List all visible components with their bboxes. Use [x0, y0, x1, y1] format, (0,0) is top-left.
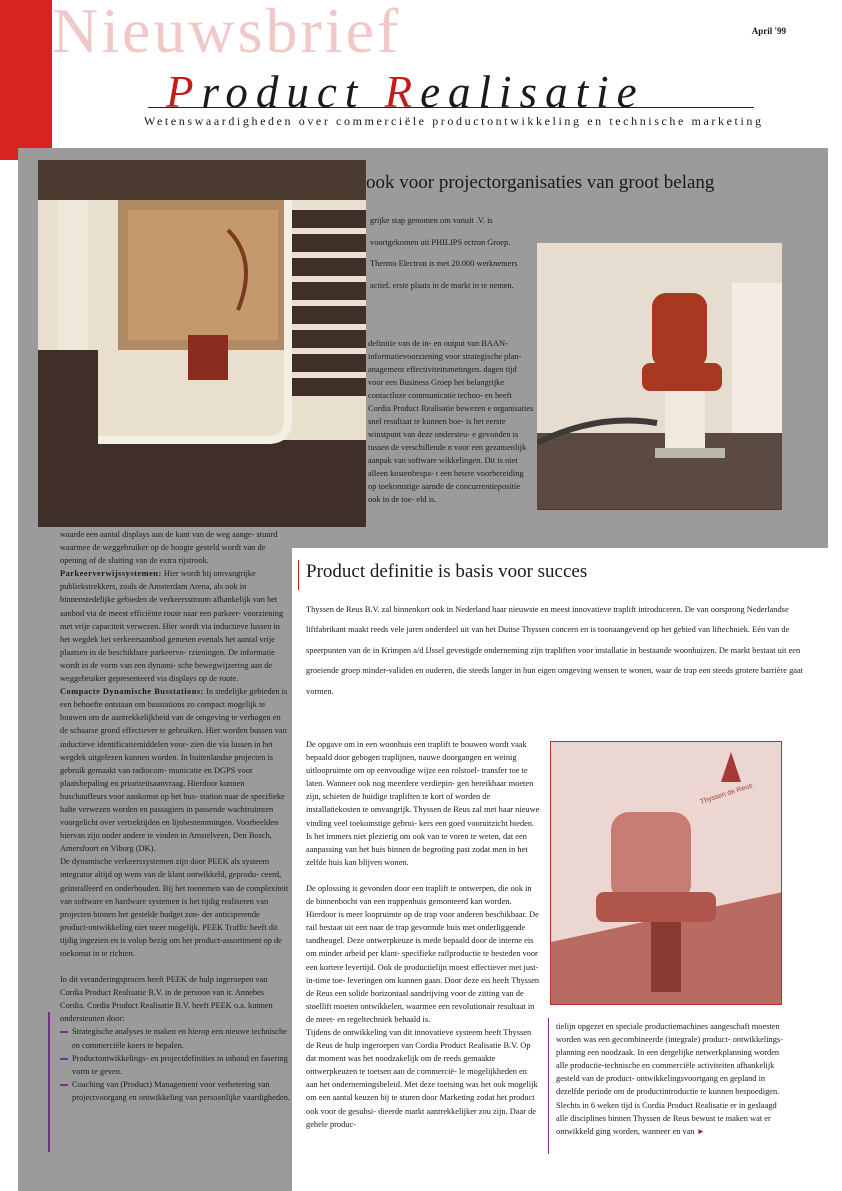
article2-intro: Thyssen de Reus B.V. zal binnenkort ook in Nederland haar nieuwste en meest innovatieve traplift introduceren. De van oorsprong Nederlandse liftfabrikant maakt reeds vele jaren onderdeel uit van het Duitse Thyssen concern en is toonaangevend op het gebied van liftechniek. Eén van de speerpunten van de in Krimpen a/d IJssel gevestigde onderneming zijn trapliften voor installatie in bestaande woonhuizen. De markt bestaat uit een groeiende groep minder-validen en ouderen, die steeds langer in hun eigen omgeving wensen te wonen, waar de trap een steeds grotere barrière gaat vormen. [306, 605, 804, 696]
issue-date: April '99 [751, 26, 786, 36]
product-title-letter-p: P [166, 67, 202, 117]
product-title-letter-r: R [384, 67, 421, 117]
bullet-item: Coaching van (Product) Management voor verbetering van projectvoorgang en ontwikkeling van persoonlijke vaardigheden. [60, 1078, 290, 1104]
article2-headline: Product definitie is basis voor succes [306, 561, 588, 582]
subhead-parkeer: Parkeerverwijssystemen: [60, 569, 162, 579]
product-title-part2: ealisatie [420, 67, 645, 117]
tagline: Wetenswaardigheden over commerciële productontwikkeling en technische marketing [144, 114, 764, 128]
continued-arrow-icon: ► [696, 1126, 706, 1136]
bullet-item: Strategische analyses te maken en hierop een nieuwe technische en commerciële koers te bepalen. [60, 1025, 290, 1051]
photo-label: Thyssen de Reus [699, 782, 754, 806]
left-column-p1: waarde een aantal displays aan de kant van de weg aange- stuurd waarmee de weggebruiker op de hoogte gesteld wordt van de opening of de sluiting van de extra rijstrook. [60, 530, 278, 566]
article2-p2: De oplossing is gevonden door een traplift te ontwerpen, die ook in de binnenbocht van een trappenhuis gemonteerd kan worden. Hierdoor is meer loopruimte op de trap voor anderen beschikbaar. De rail bestaat uit een naar de trap gevormde buis met onderliggende tandheugel. Deze ontwerpkeuze is mede bepaald door de interne eis om minder arbeid per klant- specifieke railproductie te besteden voor een kortere levertijd. Ook de productielijn moest effectiever met just-in-time toe- leveringen om kunnen gaan. Door deze eis heeft Thyssen de Reus een solide horizontaal aandrijving voor de zitting van de stoellift moeten ontwikkelen, waarmee een revolutionair resultaat in de meet- en regeltechniek behaald is. [306, 883, 540, 1024]
stairlift-red-illustration [551, 742, 782, 1005]
left-column-bus [60, 685, 290, 855]
article2-red-rule [298, 560, 299, 590]
subhead-bus: Compacte Dynamische Busstations: [60, 687, 204, 697]
article2-right-column [556, 1020, 786, 1138]
left-column-parkeer [60, 567, 290, 685]
left-column-p3: In stedelijke gebieden is een behoefte ontstaan om busstations zo compact mogelijk te bouwen om de aantrekkelijkheid van de omgeving te verhogen en de schaarse grond effectiever te gebruiken. Hier worden bussen van inductieve identificatiemiddelen voor- zien die via lussen in het wegdek uitgelezen kunnen worden. In buitenlandse projecten is gebruik gemaakt van radiocom- municatie en DGPS voor plaatsbepaling en prioriteitsaanvraag. Hierdoor kunnen buschauffeurs voor aankomst op het bus- station naar de specifieke halte verwezen worden en passagiers in passende wachtruimten voorgelicht over vertrektijden en lijnbestemmingen. Voorbeelden hiervan zijn onder andere te vinden in Amstelveen, Den Bosch, Amersfoort en Viborg (DK). [60, 687, 288, 854]
staircase-photo [38, 160, 366, 527]
product-title [166, 66, 645, 118]
left-column-p5: In dit veranderingsproces heeft PEEK de hulp ingeroepen van Cordia Product Realisatie B.V. in de persoon van ir. Annebes Cordia. Cordia Product Realisatie B.V. heeft PEEK o.a. kunnen ondersteunen door: [60, 975, 273, 1024]
bullet-item: Productontwikkelings- en projectdefinities in inhoud en fasering vorm te geven. [60, 1052, 290, 1078]
stairlift-photo [537, 243, 782, 510]
article2-p3: Tijdens de ontwikkeling van dit innovatieve systeem heeft Thyssen de Reus de hulp ingeroepen van Cordia Product Realisatie B.V. Op dat moment was het noodzakelijk om de reeds gemaakte ontwerpkeuzen te toetsen aan de commercië- le mogelijkheden en aan het ondernemingsbeleid. Met deze toetsing was het ook mogelijk om een aantal keuzen bij te sturen door Marketing zodat het product ook voor de gesubsi- dieerde markt aantrekkelijker zou zijn. Daar de gehele produc- [306, 1027, 538, 1129]
stairlift-red-photo [550, 741, 782, 1005]
article2-p4: tielijn opgezet en speciale productiemachines aangeschaft moesten worden was een gecombineerde (integrale) product- ontwikkelings-planning een noodzaak. In een dergelijke netwerkplanning worden alle productie-technische en commerciële activiteiten afhankelijk gesteld van de product- ontwikkelingsvoortgang en gepland in dezelfde periode om de productintroductie te kunnen bespoedigen. Slechts in 6 weken tijd is Cordia Product Realisatie er in geslaagd alle disciplines binnen Thyssen de Reus bewust te maken wat er ontwikkeld ging worden, wanneer en van [556, 1022, 783, 1136]
article2-p1: De opgave om in een woonhuis een traplift te bouwen wordt vaak bepaald door gebogen traplijnen, nauwe doorgangen en weinig uitloopruimte om op eenvoudige wijze een rolstoel- transfer toe te laten. Wanneer ook nog meerdere verdiepin- gen bereikbaar moeten zijn, schieten de huidige trapliften te kort of worden de installatiekosten te omvangrijk. Thyssen de Reus zal met haar nieuwe vinding veel toekomstige gebrui- kers een goed vooruitzicht bieden. Is het immers niet plezierig om ook van te voren te weten, dat een aanpassing van het huis binnen de begroting past zodat men in het zelfde huis kan blijven wonen. [306, 740, 540, 867]
left-column-p4: De dynamische verkeerssystemen zijn door PEEK als systeem integrator altijd op wens van de klant ontwikkeld, geprodu- ceerd, geïnstalleerd en onderhouden. Bij het toenemen van de complexiteit van software en hardware systemen is het tijdig realiseren van projecten binnen het gestelde budget zon- der anticiperende product-ontwikkeling niet meer mogelijk. PEEK Traffic heeft dit tijdig ingezien en is volop bezig om het product-assortiment op de toekomst in te richten. [60, 857, 289, 958]
product-title-part1: roduct [201, 67, 385, 117]
stairlift-illustration [537, 243, 782, 510]
left-column-p2: Hier wordt bij omvangrijke publiekstrekkers, zoals de Amsterdam Arena, als ook in binnenstedelijke gebieden de verkeersstroom afhankelijk van het aanbod via de meest efficiënte route naar een parkeer- voorziening met vrije capaciteit verwezen. Hier wordt via inductieve lussen in het wegdek het verkeersaanbod gemeten evenals het aantal vrije plaatsen in de beschikbare parkeervo- rzieningen. De informatie wordt in de vorm van een dynami- sche bewegwijzering aan de weggebruiker gepresenteerd via displays op de route. [60, 569, 284, 684]
left-column-bullets [60, 1025, 290, 1104]
article2-middle-column [306, 738, 540, 1131]
article1-text-mid: definitie van de in- en output van BAAN-informatievoorziening voor strategische plan- anagement effectiviteitsmetingen. dagen tijd voor een Business Groep het belangrijke contactloze communicatie techno- en heeft Cordia Product Realisatie bewezen e organisaties snel resultaat te kunnen boe- is het eerste winstpunt van deze ondersteu- e gevonden is tussen de verschillende n voor een gezamenlijk aanpak van software wikkelingen. Dit is niet alleen kostenbespa- t een betere voorbereiding op toekomstige aarnde de concurrentiepositie ook in de toe- eld is. [368, 339, 534, 504]
right-column-mark [548, 1018, 549, 1154]
masthead-red-bar [0, 0, 52, 160]
masthead-title: Nieuwsbrief [52, 0, 402, 66]
purple-margin-mark [48, 1012, 50, 1152]
article1-headline: ook voor projectorganisaties van groot belang [366, 172, 715, 193]
left-column [60, 528, 290, 1104]
article1-text-top: grijke stap genomen om vanuit .V. is voortgekomen uit PHILIPS ectron Groep. Thermo Electron is met 20.000 werknemers actief. erste plaats in de markt in te nemen. [370, 216, 518, 290]
staircase-illustration [38, 160, 366, 527]
